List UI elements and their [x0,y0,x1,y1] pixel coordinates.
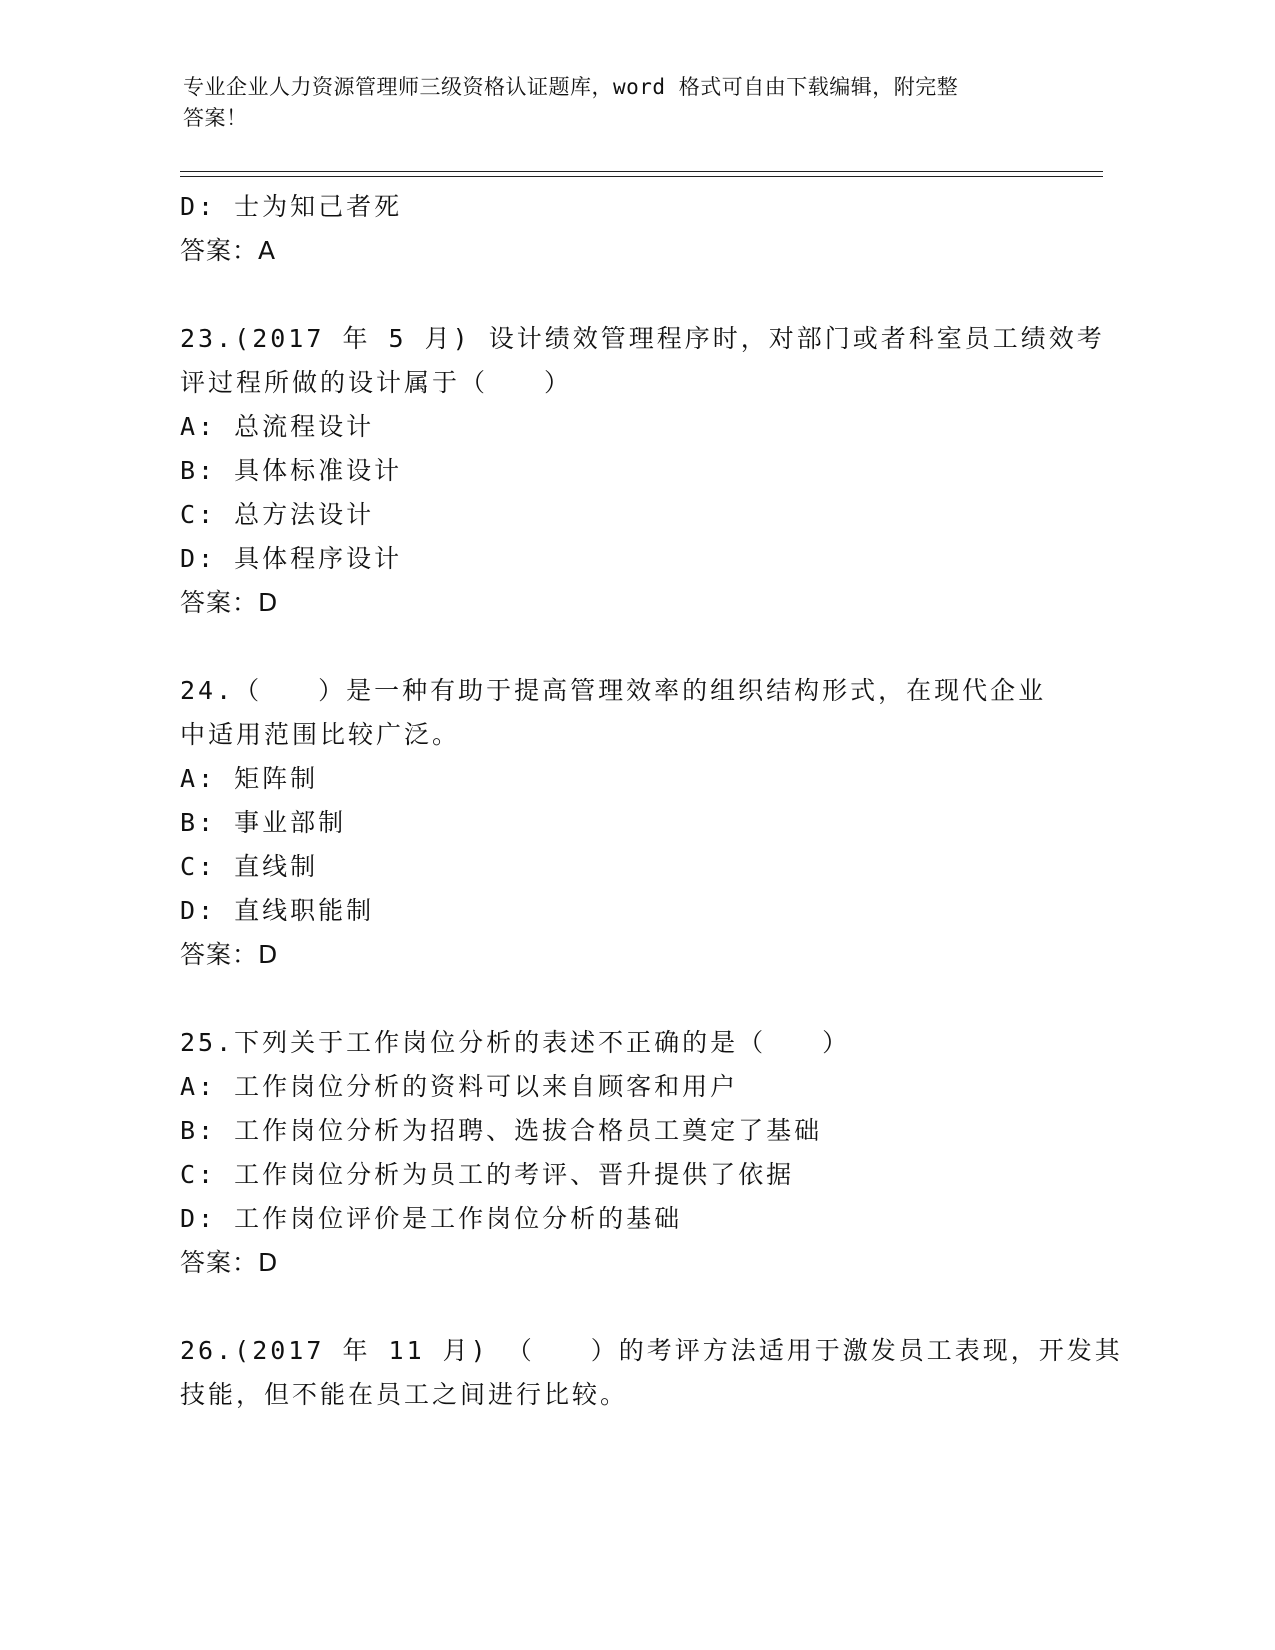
option-c: C: 总方法设计 [180,500,375,529]
header-line-2: 答案！ [183,106,248,130]
question-25 [180,1021,1080,1285]
option-a: A: 总流程设计 [180,412,375,441]
question-23 [180,317,1105,625]
option-d: D: 具体程序设计 [180,544,403,573]
option-d: D: 士为知己者死 [180,192,403,221]
option-b: B: 工作岗位分析为招聘、选拔合格员工奠定了基础 [180,1116,823,1145]
question-text-line: 技能，但不能在员工之间进行比较。 [180,1380,629,1409]
answer-line: 答案：D [180,1248,279,1277]
option-b: B: 事业部制 [180,808,347,837]
header-line-1: 专业企业人力资源管理师三级资格认证题库，word 格式可自由下载编辑，附完整 [183,75,959,99]
option-d: D: 直线职能制 [180,896,375,925]
answer-line: 答案：D [180,940,279,969]
question-text-line: 26.(2017 年 11 月) （ ）的考评方法适用于激发员工表现，开发其 [180,1336,1123,1365]
question-text-line: 中适用范围比较广泛。 [180,720,461,749]
question-list [180,185,1123,1417]
question-text-line: 24.（ ）是一种有助于提高管理效率的组织结构形式，在现代企业 [180,676,1047,705]
option-c: C: 直线制 [180,852,319,881]
option-a: A: 矩阵制 [180,764,319,793]
answer-line: 答案：A [180,236,277,265]
question-24 [180,669,1080,977]
previous-question-tail [180,185,1080,273]
answer-line: 答案：D [180,588,279,617]
option-d: D: 工作岗位评价是工作岗位分析的基础 [180,1204,683,1233]
header-divider-top [180,171,1103,172]
option-b: B: 具体标准设计 [180,456,403,485]
page-header [183,72,1063,134]
question-26 [180,1329,1123,1417]
option-a: A: 工作岗位分析的资料可以来自顾客和用户 [180,1072,739,1101]
question-text-line: 23.(2017 年 5 月) 设计绩效管理程序时，对部门或者科室员工绩效考 [180,324,1105,353]
option-c: C: 工作岗位分析为员工的考评、晋升提供了依据 [180,1160,795,1189]
header-divider-bottom [180,176,1103,177]
question-text-line: 25.下列关于工作岗位分析的表述不正确的是（ ） [180,1028,851,1057]
question-text-line: 评过程所做的设计属于（ ） [180,368,573,397]
